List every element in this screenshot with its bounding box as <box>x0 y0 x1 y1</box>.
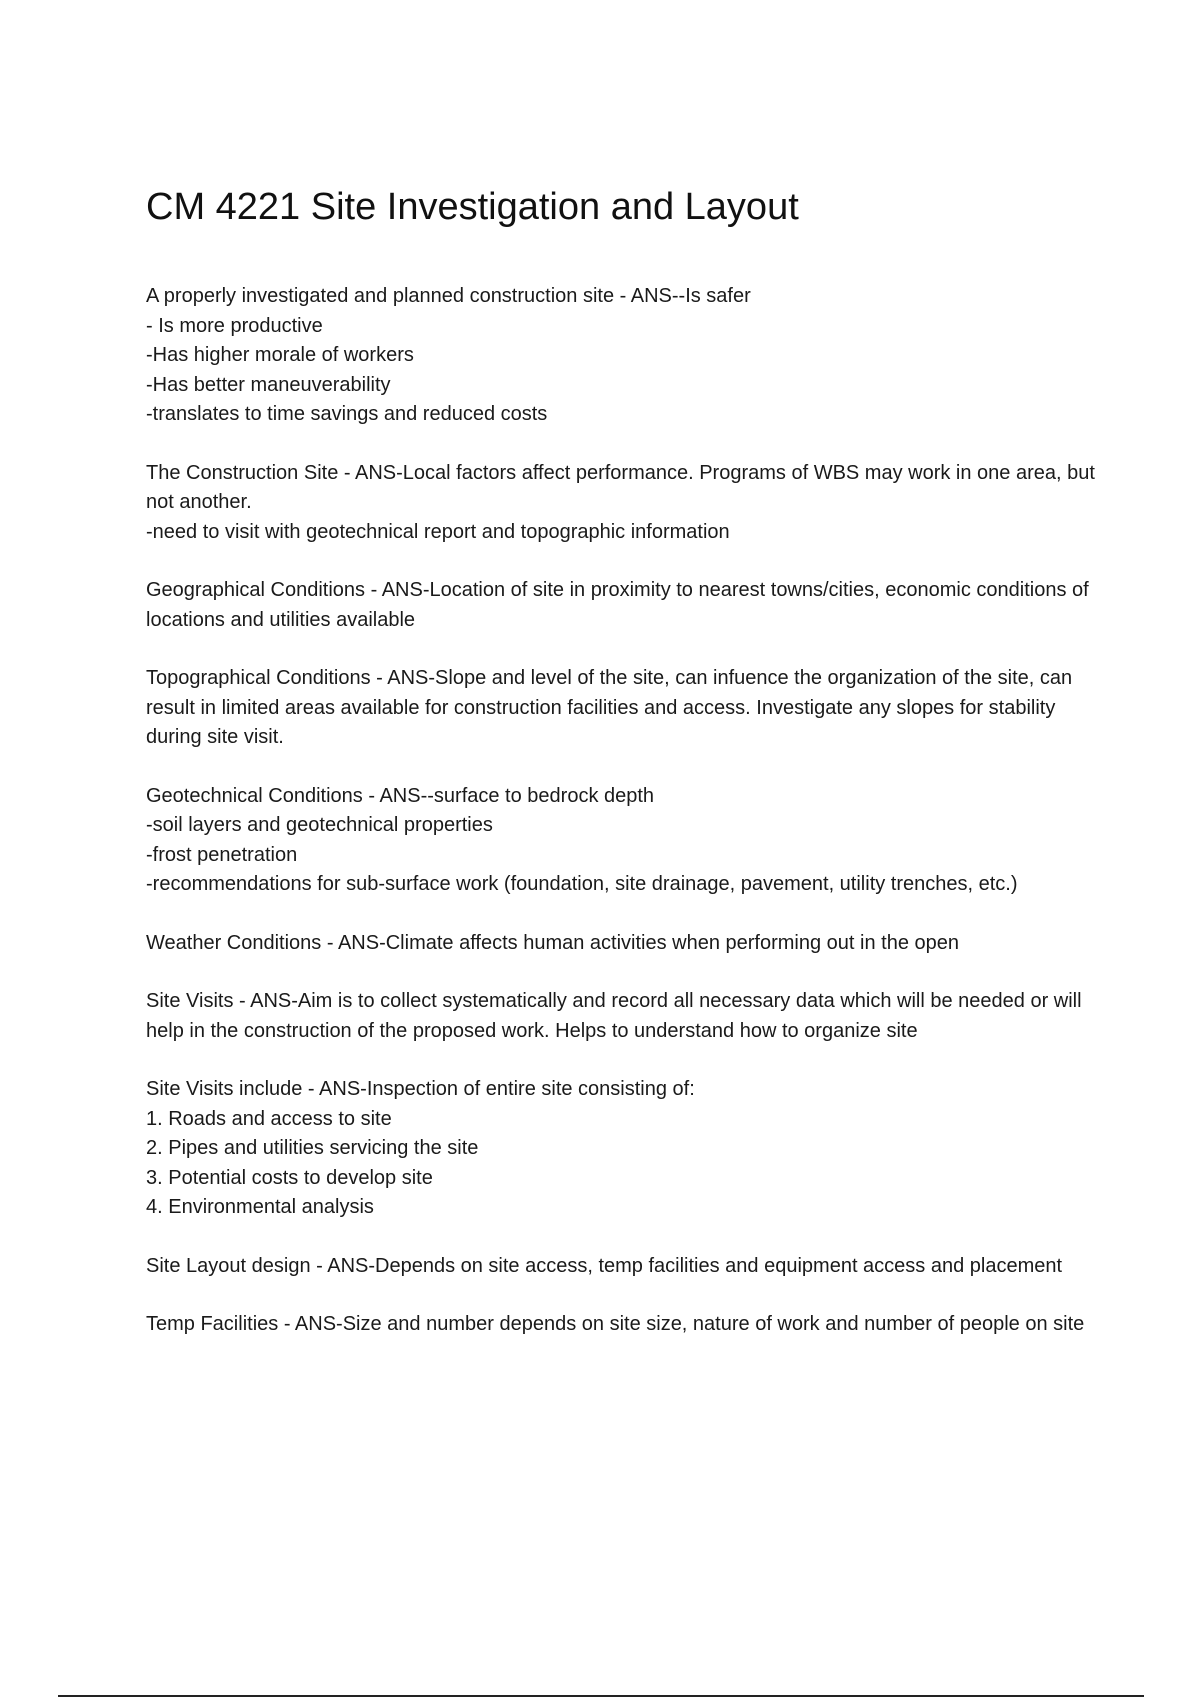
entry-answer-line: -translates to time savings and reduced costs <box>146 403 548 425</box>
entry-answer-line: -Has better maneuverability <box>146 373 391 396</box>
qa-entry <box>146 987 1106 1046</box>
qa-entry <box>146 459 1106 548</box>
entry-answer-line: 3. Potential costs to develop site <box>146 1166 433 1189</box>
entry-answer-line: 2. Pipes and utilities servicing the site <box>146 1137 479 1159</box>
qa-entry <box>146 576 1106 635</box>
qa-entry <box>146 929 1106 959</box>
qa-entry <box>146 1075 1106 1223</box>
page-title: CM 4221 Site Investigation and Layout <box>146 186 799 228</box>
entry-question-line: Site Visits include - ANS-Inspection of entire site consisting of: <box>146 1078 695 1100</box>
footer-divider <box>58 1695 1144 1697</box>
entry-answer-line: -recommendations for sub-surface work (foundation, site drainage, pavement, utility trenches, etc.) <box>146 873 1018 895</box>
entry-answer-line: - Is more productive <box>146 314 323 337</box>
entry-question-line: Weather Conditions - ANS-Climate affects human activities when performing out in the open <box>146 931 960 954</box>
qa-entry <box>146 1252 1106 1282</box>
qa-entry <box>146 782 1106 900</box>
qa-entry <box>146 1310 1106 1340</box>
entry-answer-line: 1. Roads and access to site <box>146 1107 392 1130</box>
qa-entry <box>146 664 1106 753</box>
entry-question-line: The Construction Site - ANS-Local factors affect performance. Programs of WBS may work in one area, but not another. <box>146 461 1095 513</box>
entry-question-line: A properly investigated and planned construction site - ANS--Is safer <box>146 285 751 307</box>
entry-question-line: Geotechnical Conditions - ANS--surface to bedrock depth <box>146 784 655 807</box>
entry-answer-line: -frost penetration <box>146 843 298 866</box>
entry-question-line: Site Visits - ANS-Aim is to collect systematically and record all necessary data which will be needed or will help in the construction of the proposed work. Helps to understand how to organize site <box>146 990 1082 1042</box>
entry-answer-line: -soil layers and geotechnical properties <box>146 814 493 836</box>
entry-question-line: Topographical Conditions - ANS-Slope and level of the site, can infuence the organization of the site, can result in limited areas available for construction facilities and access. Investigate any slopes for stability during site visit. <box>146 667 1073 748</box>
entry-list <box>146 282 1106 1340</box>
entry-question-line: Site Layout design - ANS-Depends on site access, temp facilities and equipment access and placement <box>146 1254 1063 1277</box>
entry-question-line: Temp Facilities - ANS-Size and number depends on site size, nature of work and number of people on site <box>146 1313 1085 1335</box>
entry-answer-line: 4. Environmental analysis <box>146 1196 374 1218</box>
entry-question-line: Geographical Conditions - ANS-Location of site in proximity to nearest towns/cities, economic conditions of locations and utilities available <box>146 579 1089 631</box>
entry-answer-line: -Has higher morale of workers <box>146 344 414 366</box>
qa-entry <box>146 282 1106 430</box>
entry-answer-line: -need to visit with geotechnical report and topographic information <box>146 520 730 543</box>
document-page <box>146 182 1106 1369</box>
